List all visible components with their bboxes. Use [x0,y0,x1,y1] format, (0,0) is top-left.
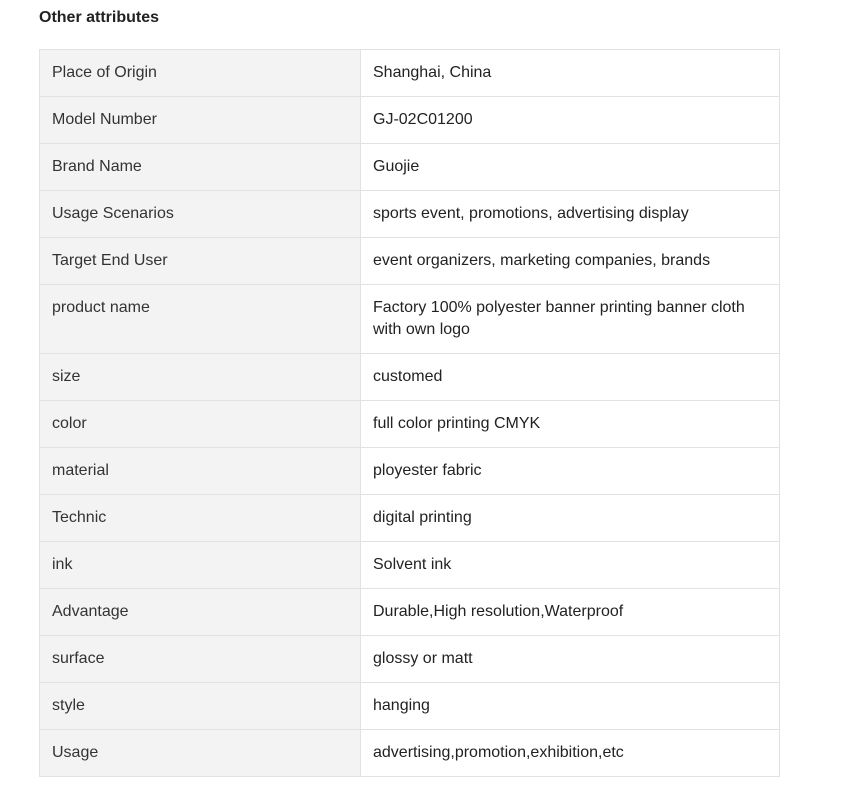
attribute-value: advertising,promotion,exhibition,etc [361,730,780,777]
table-row [40,401,780,448]
attribute-value: ployester fabric [361,448,780,495]
attribute-key: surface [40,636,361,683]
section-title: Other attributes [39,9,160,26]
attribute-value: glossy or matt [361,636,780,683]
attribute-key: style [40,683,361,730]
attribute-value: sports event, promotions, advertising display [361,191,780,238]
attribute-key: Advantage [40,589,361,636]
attributes-table [39,49,780,777]
attribute-value: customed [361,354,780,401]
table-row [40,97,780,144]
attribute-value: Guojie [361,144,780,191]
table-row [40,50,780,97]
attribute-key: ink [40,542,361,589]
table-row [40,730,780,777]
attribute-value: digital printing [361,495,780,542]
attribute-value: GJ-02C01200 [361,97,780,144]
table-row [40,448,780,495]
attribute-value: Shanghai, China [361,50,780,97]
table-row [40,589,780,636]
table-row [40,683,780,730]
attribute-key: Place of Origin [40,50,361,97]
attribute-key: Model Number [40,97,361,144]
attribute-key: Target End User [40,238,361,285]
attribute-value: hanging [361,683,780,730]
table-row [40,542,780,589]
attribute-key: material [40,448,361,495]
attribute-key: product name [40,285,361,354]
attribute-value: Factory 100% polyester banner printing banner cloth with own logo [361,285,780,354]
attribute-key: Technic [40,495,361,542]
attribute-value: event organizers, marketing companies, brands [361,238,780,285]
attribute-value: full color printing CMYK [361,401,780,448]
attribute-key: size [40,354,361,401]
attribute-value: Durable,High resolution,Waterproof [361,589,780,636]
table-row [40,238,780,285]
attribute-value: Solvent ink [361,542,780,589]
table-row [40,285,780,354]
table-row [40,354,780,401]
table-row [40,191,780,238]
attributes-table-body [40,50,780,777]
table-row [40,495,780,542]
attribute-key: Brand Name [40,144,361,191]
attribute-key: Usage Scenarios [40,191,361,238]
table-row [40,636,780,683]
attribute-key: color [40,401,361,448]
attribute-key: Usage [40,730,361,777]
table-row [40,144,780,191]
